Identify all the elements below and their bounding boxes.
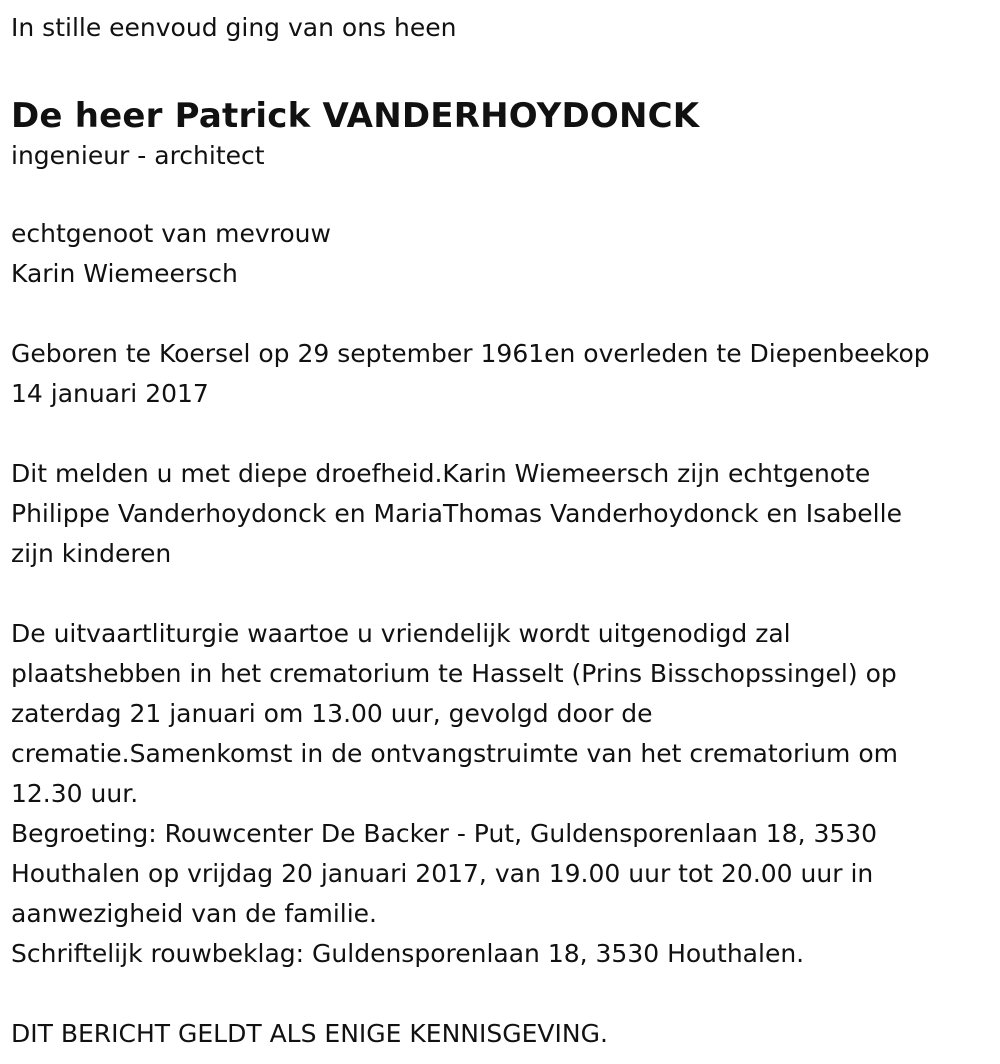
funeral-line: crematie.Samenkomst in de ontvangstruimte van het crematorium om (11, 739, 898, 768)
funeral-line: 12.30 uur. (11, 779, 139, 808)
spacer (11, 174, 1000, 214)
birth-death-block (11, 334, 1000, 414)
profession-text: ingenieur - architect (11, 141, 265, 170)
spacer (11, 574, 1000, 614)
closing-statement: DIT BERICHT GELDT ALS ENIGE KENNISGEVING. (11, 1019, 608, 1048)
funeral-line: zaterdag 21 januari om 13.00 uur, gevolgd door de (11, 699, 653, 728)
condolence-line: Schriftelijk rouwbeklag: Guldensporenlaan 18, 3530 Houthalen. (11, 939, 805, 968)
spacer (11, 974, 1000, 1014)
deceased-name: De heer Patrick VANDERHOYDONCK (11, 96, 700, 136)
spacer (11, 414, 1000, 454)
greeting-line: Begroeting: Rouwcenter De Backer - Put, Guldensporenlaan 18, 3530 (11, 819, 878, 848)
funeral-block (11, 614, 1000, 974)
family-line: zijn kinderen (11, 539, 172, 568)
spacer (11, 294, 1000, 334)
funeral-line: De uitvaartliturgie waartoe u vriendelijk wordt uitgenodigd zal (11, 619, 791, 648)
greeting-line: aanwezigheid van de familie. (11, 899, 377, 928)
funeral-line: plaatshebben in het crematorium te Hasselt (Prins Bisschopssingel) op (11, 659, 897, 688)
family-line: Philippe Vanderhoydonck en MariaThomas Vanderhoydonck en Isabelle (11, 499, 902, 528)
spouse-label: echtgenoot van mevrouw (11, 219, 331, 248)
greeting-line: Houthalen op vrijdag 20 januari 2017, van 19.00 uur tot 20.00 uur in (11, 859, 874, 888)
spouse-name: Karin Wiemeersch (11, 259, 238, 288)
birth-death-line: 14 januari 2017 (11, 379, 209, 408)
intro-text: In stille eenvoud ging van ons heen (11, 13, 457, 42)
family-line: Dit melden u met diepe droefheid.Karin Wiemeersch zijn echtgenote (11, 459, 871, 488)
birth-death-line: Geboren te Koersel op 29 september 1961en overleden te Diepenbeekop (11, 339, 930, 368)
spouse-block (11, 214, 1000, 294)
family-block (11, 454, 1000, 574)
